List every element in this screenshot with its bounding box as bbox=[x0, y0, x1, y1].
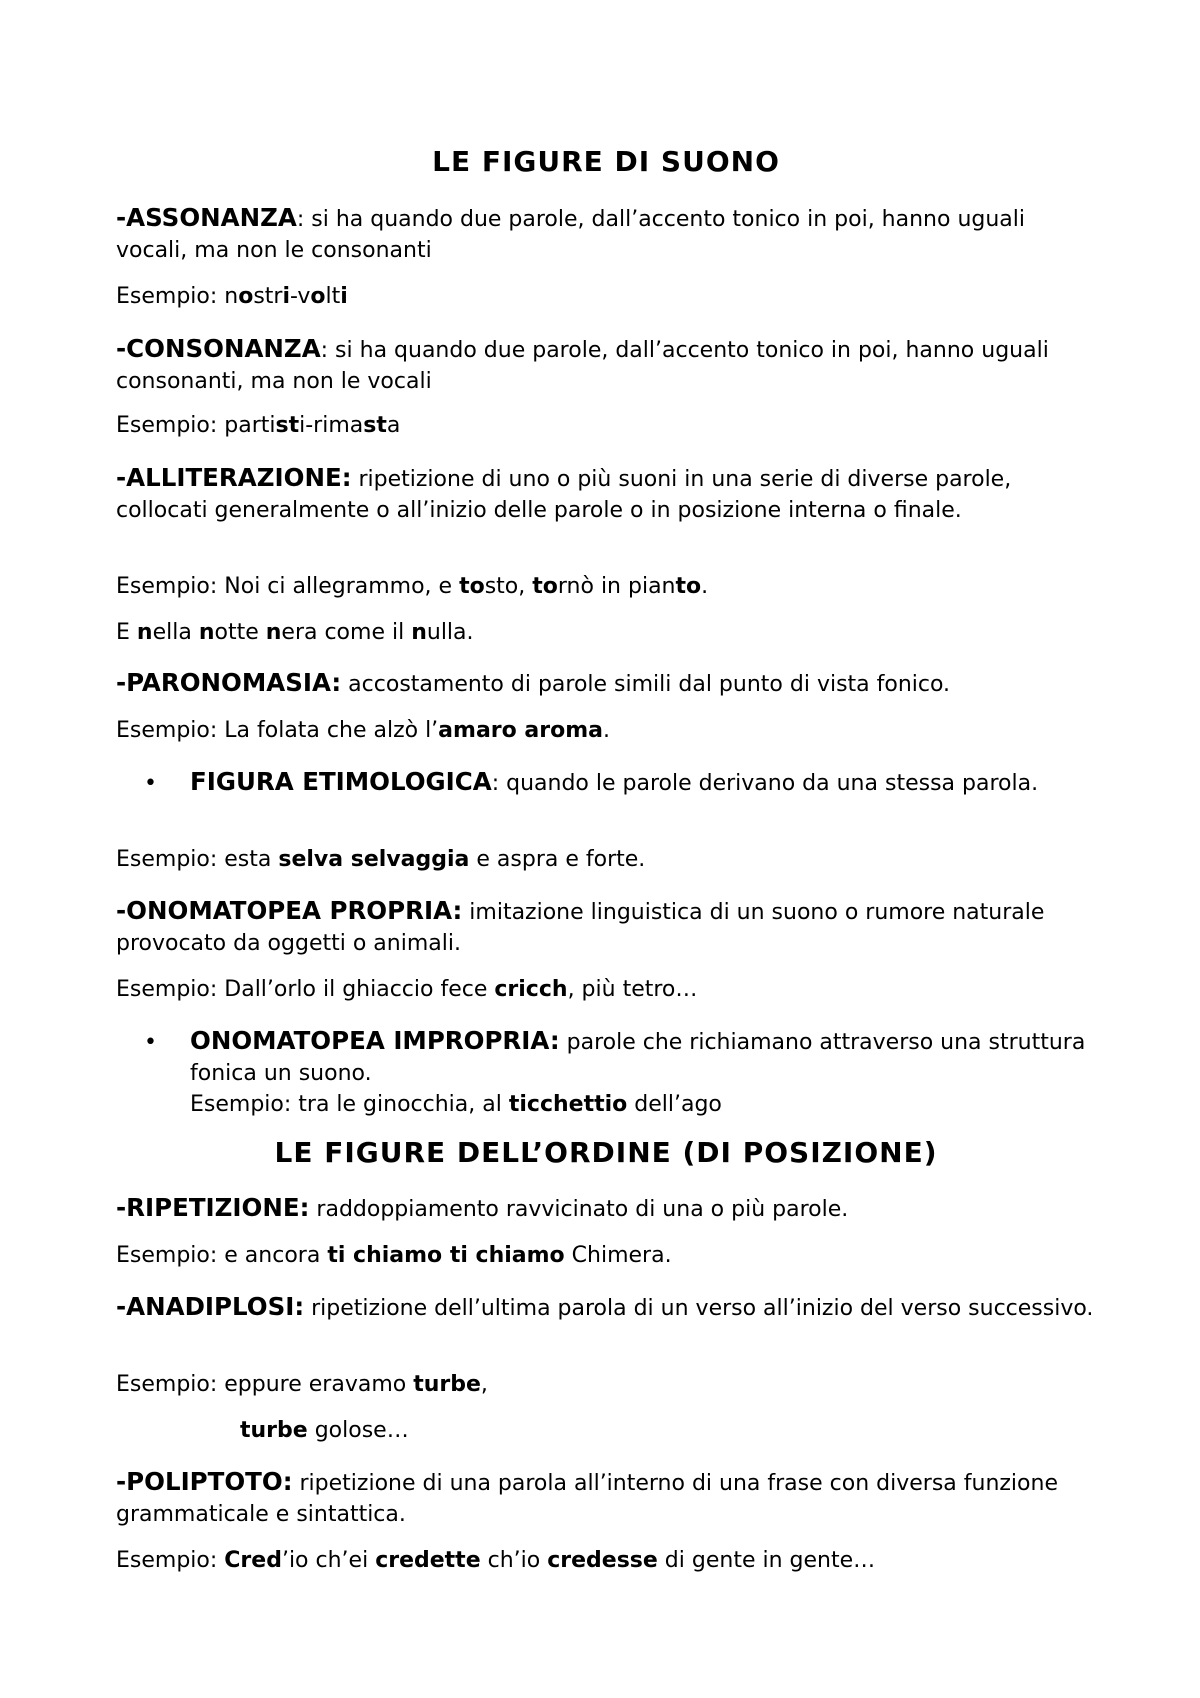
example-onomatopea-impropria: Esempio: tra le ginocchia, al ticchettio dell’ago bbox=[190, 1092, 722, 1117]
term-alliterazione: -ALLITERAZIONE: bbox=[116, 463, 352, 492]
definition-poliptoto: ripetizione di una parola all’interno di una frase con diversa funzione grammaticale e sintattica. bbox=[116, 1471, 1058, 1527]
definition-consonanza: : si ha quando due parole, dall’accento tonico in poi, hanno uguali consonanti, ma non le vocali bbox=[116, 338, 1049, 394]
example-paronomasia: Esempio: La folata che alzò l’amaro aroma. bbox=[116, 718, 610, 743]
paragraph-anadiplosi bbox=[116, 1291, 1096, 1324]
paragraph-ripetizione bbox=[116, 1192, 1096, 1225]
term-assonanza: -ASSONANZA bbox=[116, 203, 297, 232]
definition-anadiplosi: ripetizione dell’ultima parola di un verso all’inizio del verso successivo. bbox=[304, 1296, 1094, 1321]
definition-alliterazione: ripetizione di uno o più suoni in una serie di diverse parole, collocati generalmente o all’inizio delle parole o in posizione interna o finale. bbox=[116, 467, 1012, 523]
definition-onomatopea-impropria: parole che richiamano attraverso una struttura fonica un suono. bbox=[190, 1030, 1086, 1086]
definition-figura-etimologica: : quando le parole derivano da una stessa parola. bbox=[491, 771, 1039, 796]
term-paronomasia: -PARONOMASIA: bbox=[116, 668, 342, 697]
section-title-suono: LE FIGURE DI SUONO bbox=[432, 145, 780, 178]
term-anadiplosi: -ANADIPLOSI: bbox=[116, 1292, 305, 1321]
example-ripetizione: Esempio: e ancora ti chiamo ti chiamo Chimera. bbox=[116, 1243, 672, 1268]
paragraph-alliterazione bbox=[116, 462, 1096, 526]
term-consonanza: -CONSONANZA bbox=[116, 334, 321, 363]
paragraph-poliptoto bbox=[116, 1466, 1096, 1530]
paragraph-figura-etimologica bbox=[190, 766, 1110, 799]
example-anadiplosi-2: turbe golose… bbox=[240, 1418, 409, 1443]
paragraph-onomatopea-impropria bbox=[190, 1025, 1110, 1120]
term-onomatopea-propria: -ONOMATOPEA PROPRIA: bbox=[116, 896, 463, 925]
example-poliptoto: Esempio: Cred’io ch’ei credette ch’io credesse di gente in gente… bbox=[116, 1548, 876, 1573]
paragraph-consonanza bbox=[116, 333, 1096, 397]
example-alliterazione-2: E nella notte nera come il nulla. bbox=[116, 620, 474, 645]
example-figura-etimologica: Esempio: esta selva selvaggia e aspra e forte. bbox=[116, 847, 646, 872]
paragraph-onomatopea-propria bbox=[116, 895, 1096, 959]
example-anadiplosi: Esempio: eppure eravamo turbe, bbox=[116, 1372, 488, 1397]
definition-paronomasia: accostamento di parole simili dal punto di vista fonico. bbox=[341, 672, 951, 697]
example-onomatopea-propria: Esempio: Dall’orlo il ghiaccio fece cricch, più tetro… bbox=[116, 977, 698, 1002]
term-poliptoto: -POLIPTOTO: bbox=[116, 1467, 293, 1496]
bullet-icon: • bbox=[144, 771, 157, 796]
example-assonanza: Esempio: nostri-volti bbox=[116, 284, 348, 309]
example-consonanza: Esempio: partisti-rimasta bbox=[116, 413, 401, 438]
example-alliterazione: Esempio: Noi ci allegrammo, e tosto, tornò in pianto. bbox=[116, 574, 709, 599]
term-ripetizione: -RIPETIZIONE: bbox=[116, 1193, 310, 1222]
paragraph-paronomasia bbox=[116, 667, 1096, 700]
section-title-ordine: LE FIGURE DELL’ORDINE (DI POSIZIONE) bbox=[274, 1136, 938, 1169]
paragraph-assonanza bbox=[116, 202, 1096, 266]
bullet-icon: • bbox=[144, 1030, 157, 1055]
definition-assonanza: : si ha quando due parole, dall’accento tonico in poi, hanno uguali vocali, ma non le consonanti bbox=[116, 207, 1026, 263]
term-onomatopea-impropria: ONOMATOPEA IMPROPRIA: bbox=[190, 1026, 560, 1055]
term-figura-etimologica: FIGURA ETIMOLOGICA bbox=[190, 767, 492, 796]
definition-onomatopea-propria: imitazione linguistica di un suono o rumore naturale provocato da oggetti o animali. bbox=[116, 900, 1045, 956]
definition-ripetizione: raddoppiamento ravvicinato di una o più parole. bbox=[309, 1197, 849, 1222]
